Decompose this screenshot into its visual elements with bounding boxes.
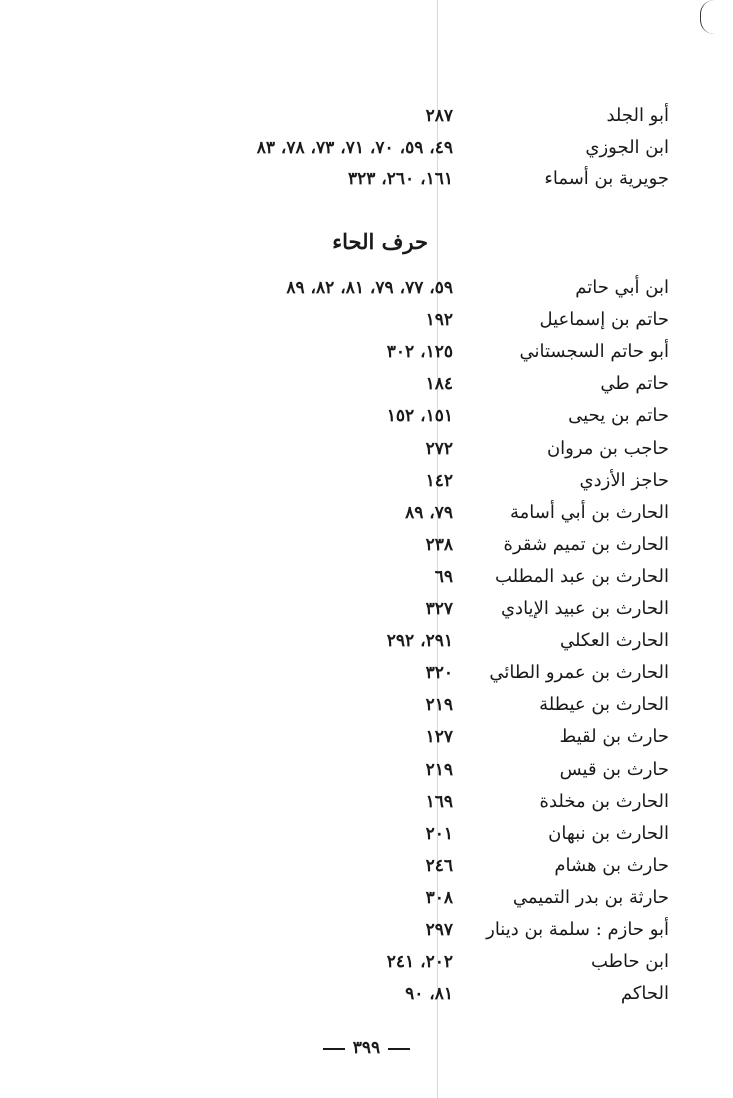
index-entry-row [0, 689, 733, 721]
entry-pages: ١٤٢ [425, 470, 453, 491]
index-entry-row [0, 593, 733, 625]
index-entry-row [0, 818, 733, 850]
entry-pages: ٢٤٦ [425, 855, 453, 876]
entry-pages: ٧٩، ٨٩ [405, 502, 453, 523]
index-entry-row [0, 132, 733, 164]
entry-name: حارث بن قيس [559, 758, 669, 780]
index-entry-row [0, 100, 733, 132]
index-entry-row [0, 163, 733, 195]
entry-name: الحارث بن عبيد الإيادي [500, 598, 669, 619]
entry-name: حاتم بن إسماعيل [539, 309, 669, 331]
entry-pages: ٣٢٧ [425, 599, 453, 619]
entry-pages: ١٩٢ [425, 310, 453, 331]
entry-name: الحاكم [620, 983, 669, 1005]
index-entry-row [0, 946, 733, 978]
page-number-dash-right [388, 1048, 410, 1050]
index-entry-row [0, 914, 733, 946]
page-number-dash-left [323, 1048, 345, 1050]
entry-name: الحارث بن عبد المطلب [494, 565, 669, 587]
entry-name: الحارث بن نبهان [548, 822, 669, 844]
index-entry-row [0, 978, 733, 1010]
entry-pages: ١٢٥، ٣٠٢ [386, 342, 453, 363]
entry-name: الحارث بن أبي أسامة [510, 501, 669, 523]
index-entry-row [0, 304, 733, 336]
index-entry-row [0, 272, 733, 304]
entry-pages: ٢٣٨ [425, 534, 453, 555]
index-entry-row [0, 786, 733, 818]
entry-pages: ١٦٩ [425, 791, 453, 812]
entry-name: حارث بن هشام [554, 854, 669, 876]
corner-bracket-mark [700, 0, 715, 34]
entry-pages: ٦٩ [434, 566, 453, 587]
entry-pages: ١٦١، ٢٦٠، ٣٢٣ [347, 169, 453, 189]
page-number [0, 1036, 733, 1060]
index-entry-row [0, 721, 733, 753]
index-entry-row [0, 400, 733, 432]
index-entry-row [0, 497, 733, 529]
entry-name: الحارث العكلي [559, 630, 669, 652]
entry-name: حاجب بن مروان [546, 437, 669, 459]
entry-name: حاجز الأزدي [579, 469, 669, 491]
entry-pages: ٢٠٢، ٢٤١ [386, 952, 453, 973]
index-entry-row [0, 336, 733, 368]
entry-name: حارثة بن بدر التميمي [512, 886, 669, 908]
entry-name: ابن الجوزي [585, 136, 669, 158]
entry-name: جويرية بن أسماء [544, 168, 669, 189]
entry-pages: ٢٧٢ [425, 438, 453, 459]
entry-pages: ٣٢٠ [425, 663, 453, 684]
entry-pages: ١٨٤ [425, 374, 453, 395]
index-entry-row [0, 465, 733, 497]
entry-pages: ٢٩١، ٢٩٢ [386, 631, 453, 652]
entry-name: حاتم بن يحيى [568, 405, 669, 427]
entry-name: أبو الجلد [606, 105, 669, 126]
index-entry-row [0, 529, 733, 561]
entry-name: الحارث بن مخلدة [539, 790, 669, 812]
entry-name: حارث بن لقيط [559, 726, 669, 748]
entry-name: الحارث بن عمرو الطائي [489, 662, 669, 684]
entry-name: ابن حاطب [590, 951, 669, 973]
index-entry-row [0, 433, 733, 465]
entry-pages: ٢٨٧ [425, 106, 453, 126]
index-entry-row [0, 754, 733, 786]
entry-pages: ٢٠١ [425, 823, 453, 844]
entry-pages: ١٢٧ [425, 727, 453, 748]
entry-pages: ٥٩، ٧٧، ٧٩، ٨١، ٨٢، ٨٩ [286, 278, 453, 298]
entry-name: الحارث بن عيطلة [539, 694, 669, 716]
index-entry-row [0, 368, 733, 400]
entry-pages: ٢١٩ [425, 695, 453, 716]
entry-pages: ٢١٩ [425, 759, 453, 780]
page-number-value: ٣٩٩ [352, 1038, 381, 1058]
index-entry-row [0, 882, 733, 914]
entry-pages: ١٥١، ١٥٢ [386, 406, 453, 427]
entry-pages: ٨١، ٩٠ [405, 984, 453, 1005]
entry-name: الحارث بن تميم شقرة [503, 533, 669, 555]
index-entry-row [0, 657, 733, 689]
entry-pages: ٣٠٨ [425, 887, 453, 908]
entry-name: حاتم طي [600, 373, 669, 395]
index-entry-row [0, 625, 733, 657]
index-entry-row [0, 561, 733, 593]
entry-pages: ٤٩، ٥٩، ٧٠، ٧١، ٧٣، ٧٨، ٨٣ [256, 137, 453, 158]
index-entry-row [0, 850, 733, 882]
entry-name: أبو حاتم السجستاني [519, 341, 669, 363]
entry-pages: ٢٩٧ [425, 920, 453, 940]
section-heading: حرف الحاء [332, 229, 428, 254]
entry-name: ابن أبي حاتم [575, 277, 669, 298]
entry-name: أبو حازم : سلمة بن دينار [486, 919, 669, 940]
